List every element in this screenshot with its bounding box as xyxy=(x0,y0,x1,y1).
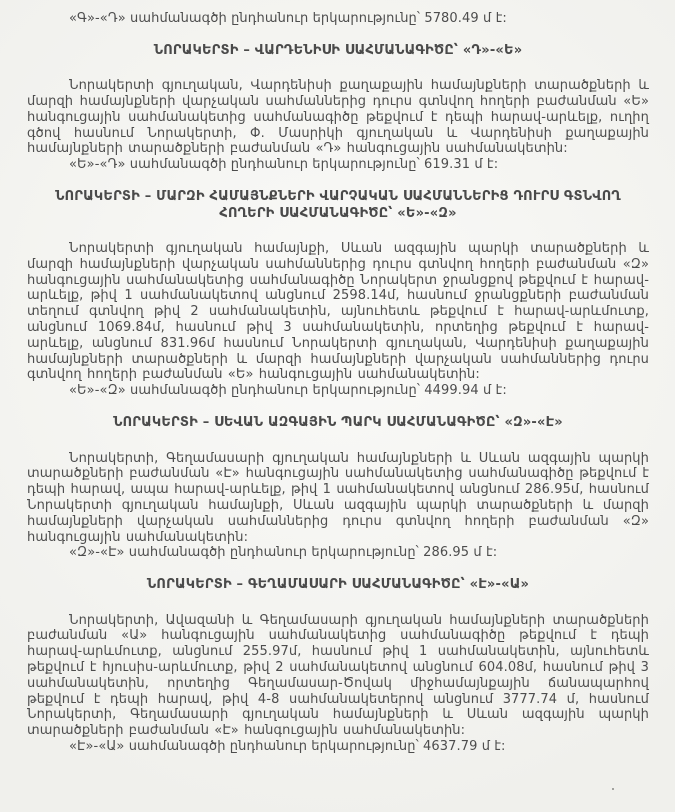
previous-segment-length-line: «Գ»-«Դ» սահմանագծի ընդհանուր երկարությունը՝ 5780.49 մ է: xyxy=(69,11,507,26)
segment-length-line-e-d: «Ե»-«Դ» սահմանագծի ընդհանուր երկարությունը՝ 619.31 մ է: xyxy=(69,157,499,173)
section-heading-norakert-vardenis: ՆՈՐԱԿԵՐՏԻ – ՎԱՐԴԵՆԻՍԻ ՍԱՀՄԱՆԱԳԻԾԸ՝ «Դ»-«Ե» xyxy=(153,42,523,58)
segment-length-line-e7-a: «Է»-«Ա» սահմանագծի ընդհանուր երկարությունը՝ 4637.79 մ է: xyxy=(69,739,506,754)
segment-length-line-z-e7: «Զ»-«Է» սահմանագծի ընդհանուր երկարությունը՝ 286.95 մ է: xyxy=(69,545,498,561)
scan-artifact-dot xyxy=(612,788,614,790)
boundary-description-norakert-sevan-park: Նորակերտի, Գեղամասարի գյուղական համայնքների և Սևան ազգային պարկի տարածքների բաժանման «Է» հանգուցային սահմանակետից սահմանագիծը թեքվում է դեպի հարավ, ապա հարավ-արևելք, թիվ 1 սահմանակետով անցնում 286.95մ, հասնում Նորակերտի գյուղական համայնքի, Սևան ազգային պարկի տարածքների և մարզի համայնքների վարչական սահմաններից դուրս գտնվող հողերի բաժանման «Զ» հանգուցային սահմանակետին: xyxy=(27,450,649,545)
boundary-description-norakert-geghamasar: Նորակերտի, Ավազանի և Գեղամասարի գյուղական համայնքների տարածքների բաժանման «Ա» հանգուցային սահմանակետից սահմանագիծը թեքվում է դեպի հարավ-արևմուտք, անցնում 255.97մ, հասնում թիվ 1 սահմանակետին, այնուհետև թեքվում է հյուսիս-արևմուտք, թիվ 2 սահմանակետով անցնում 604.08մ, հասնում թիվ 3 սահմանակետին, որտեղից Գեղամասար-Ծովակ միջհամայնքային ճանապարհով թեքվում է դեպի հարավ, թիվ 4-8 սահմանակետերով անցնում 3777.74 մ, հասնում Նորակերտի, Գեղամասարի գյուղական համայնքների և Սևան ազգային պարկի տարածքների բաժանման «Է» հանգուցային սահմանակետին: xyxy=(27,612,649,739)
segment-length-line-e-z: «Ե»-«Զ» սահմանագծի ընդհանուր երկարությունը՝ 4499.94 մ է: xyxy=(69,383,507,399)
boundary-description-norakert-outside-lands: Նորակերտի գյուղական համայնքի, Սևան ազգային պարկի տարածքների և մարզի համայնքների վարչական սահմաններից դուրս գտնվող հողերի բաժանման «Զ» հանգուցային սահմանակետից սահմանագիծը Նորակերտ ջրանցքով թեքվում է հարավ-արևելք, թիվ 1 սահմանակետով անցնում 2598.14մ, հասնում ջրանցքների բաժանման տեղում գտնվող թիվ 2 սահմանակետին, այնուհետև թեքվում է հարավ-արևմուտք, անցնում 1069.84մ, հասնում թիվ 3 սահմանակետին, որտեղից թեքվում է հարավ-արևելք, անցնում 831.96մ հասնում Նորակերտի գյուղական, Վարդենիսի քաղաքային համայնքների տարածքների և մարզի համայնքների վարչական սահմաններից դուրս գտնվող հողերի բաժանման «Ե» հանգուցային սահմանակետին: xyxy=(27,241,649,383)
section-heading-norakert-outside-lands: ՆՈՐԱԿԵՐՏԻ – ՄԱՐԶԻ ՀԱՄԱՅՆՔՆԵՐԻ ՎԱՐՉԱԿԱՆ ՍԱՀՄԱՆՆԵՐԻՑ ԴՈՒՐՍ ԳՏՆՎՈՂ ՀՈՂԵՐԻ ՍԱՀՄԱՆԱԳԻԾԸ՝ «Ե»-«Զ» xyxy=(55,189,621,221)
section-heading-norakert-sevan-park: ՆՈՐԱԿԵՐՏԻ – ՍԵՎԱՆ ԱԶԳԱՅԻՆ ՊԱՐԿ ՍԱՀՄԱՆԱԳԻԾԸ՝ «Զ»-«Է» xyxy=(113,415,563,431)
boundary-description-norakert-vardenis: Նորակերտի գյուղական, Վարդենիսի քաղաքային համայնքների տարածքների և մարզի համայնքների վարչական սահմաններից դուրս գտնվող հողերի բաժանման «Ե» հանգուցային սահմանակետից սահմանագիծը թեքվում է դեպի հարավ-արևելք, ուղիղ գծով հասնում Նորակերտի, Փ. Մասրիկի գյուղական և Վարդենիսի քաղաքային համայնքների տարածքների բաժանման «Դ» հանգուցային սահմանակետին: xyxy=(27,78,649,157)
section-heading-norakert-geghamasar: ՆՈՐԱԿԵՐՏԻ – ԳԵՂԱՄԱՍԱՐԻ ՍԱՀՄԱՆԱԳԻԾԸ՝ «Է»-«Ա» xyxy=(146,577,530,593)
